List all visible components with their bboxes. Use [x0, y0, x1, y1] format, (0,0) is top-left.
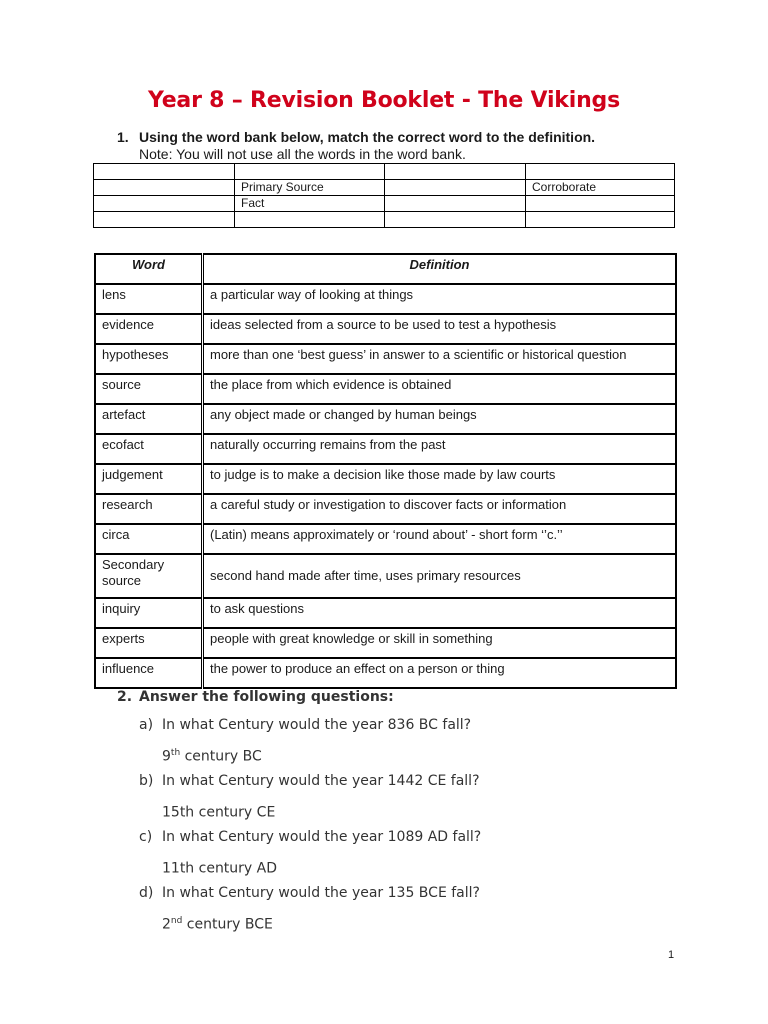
word-bank-cell: Primary Source — [235, 180, 385, 196]
definition-text-cell: more than one ‘best guess’ in answer to a scientific or historical question — [203, 344, 677, 374]
question-2-heading — [117, 689, 481, 711]
page-number: 1 — [668, 949, 675, 961]
definitions-table — [94, 253, 677, 689]
definition-text-cell: ideas selected from a source to be used to test a hypothesis — [203, 314, 677, 344]
definition-word-cell: experts — [95, 628, 203, 658]
definition-row — [95, 494, 676, 524]
word-bank-cell — [94, 180, 235, 196]
question-2-item — [139, 711, 481, 767]
sub-question-text: In what Century would the year 1442 CE fall? — [162, 773, 480, 789]
word-bank-cell — [235, 212, 385, 227]
definition-text-cell: to ask questions — [203, 598, 677, 628]
sub-question-answer — [139, 795, 481, 823]
sub-question-answer — [139, 851, 481, 879]
sub-question-answer — [139, 907, 481, 935]
definition-row — [95, 658, 676, 688]
definition-text-cell: the power to produce an effect on a person or thing — [203, 658, 677, 688]
answer-rest: century BC — [180, 748, 262, 765]
word-bank-table — [93, 163, 675, 228]
definition-word-cell: inquiry — [95, 598, 203, 628]
definition-word-cell: source — [95, 374, 203, 404]
definition-row — [95, 434, 676, 464]
definition-word-cell: Secondary source — [95, 554, 203, 598]
question-1-note: Note: You will not use all the words in the word bank. — [139, 146, 466, 162]
question-2-number: 2. — [117, 689, 133, 705]
sub-question-text: In what Century would the year 836 BC fall? — [162, 717, 472, 733]
sub-question-letter: a) — [139, 717, 154, 733]
sub-question-answer — [139, 739, 481, 767]
word-column-header: Word — [95, 254, 203, 284]
definition-text-cell: naturally occurring remains from the past — [203, 434, 677, 464]
word-bank-cell — [526, 164, 674, 180]
definition-row — [95, 314, 676, 344]
sub-question — [139, 879, 481, 907]
word-bank-cell — [385, 212, 526, 227]
question-2-text: Answer the following questions: — [139, 689, 394, 705]
question-1-heading — [117, 129, 717, 146]
sub-question — [139, 823, 481, 851]
definition-word-cell: research — [95, 494, 203, 524]
word-bank-cell — [526, 196, 674, 212]
definition-word-cell: lens — [95, 284, 203, 314]
word-bank-cell — [94, 212, 235, 227]
definition-row — [95, 524, 676, 554]
word-bank-cell: Corroborate — [526, 180, 674, 196]
answer-main: 2 — [162, 916, 171, 933]
sub-question — [139, 767, 481, 795]
word-bank-cell — [385, 164, 526, 180]
definition-word-cell: artefact — [95, 404, 203, 434]
answer-main: 9 — [162, 748, 171, 765]
definition-text-cell: (Latin) means approximately or ‘round about’ - short form ‘’c.’’ — [203, 524, 677, 554]
sub-question-letter: d) — [139, 885, 154, 901]
answer-rest: century BCE — [182, 916, 273, 933]
definition-column-header: Definition — [203, 254, 677, 284]
definition-word-cell: ecofact — [95, 434, 203, 464]
definition-row — [95, 464, 676, 494]
word-bank-cell — [385, 180, 526, 196]
definition-row — [95, 374, 676, 404]
word-bank-cell — [385, 196, 526, 212]
definition-word-cell: evidence — [95, 314, 203, 344]
question-2-item — [139, 767, 481, 823]
word-bank-cell — [94, 164, 235, 180]
word-bank-row — [94, 212, 674, 227]
question-1-number: 1. — [117, 129, 129, 145]
word-bank-row — [94, 180, 674, 196]
definition-row — [95, 628, 676, 658]
definition-text-cell: the place from which evidence is obtained — [203, 374, 677, 404]
sub-question-text: In what Century would the year 1089 AD fall? — [162, 829, 482, 845]
definition-text-cell: to judge is to make a decision like those made by law courts — [203, 464, 677, 494]
answer-ordinal-suffix: nd — [170, 916, 183, 926]
word-bank-cell — [94, 196, 235, 212]
answer-main: 11th century AD — [162, 860, 278, 877]
definition-text-cell: a careful study or investigation to discover facts or information — [203, 494, 677, 524]
definition-word-cell: circa — [95, 524, 203, 554]
question-2 — [117, 689, 481, 935]
definition-row — [95, 284, 676, 314]
question-2-item — [139, 879, 481, 935]
definition-text-cell: people with great knowledge or skill in something — [203, 628, 677, 658]
definition-row — [95, 554, 676, 598]
question-1 — [117, 129, 717, 163]
question-2-item — [139, 823, 481, 879]
answer-main: 15th century CE — [162, 804, 276, 821]
word-bank-cell — [235, 164, 385, 180]
definition-text-cell: any object made or changed by human beings — [203, 404, 677, 434]
definition-word-cell: hypotheses — [95, 344, 203, 374]
definition-row — [95, 344, 676, 374]
definition-word-cell: influence — [95, 658, 203, 688]
definitions-header-row — [95, 254, 676, 284]
definition-row — [95, 598, 676, 628]
answer-ordinal-suffix: th — [170, 748, 181, 758]
word-bank-row — [94, 196, 674, 212]
definition-text-cell: second hand made after time, uses primary resources — [203, 554, 677, 598]
definition-word-cell: judgement — [95, 464, 203, 494]
question-1-text: Using the word bank below, match the correct word to the definition. — [139, 129, 596, 145]
sub-question-letter: b) — [139, 773, 154, 789]
sub-question-letter: c) — [139, 829, 153, 845]
document-title: Year 8 – Revision Booklet - The Vikings — [148, 88, 620, 113]
word-bank-cell: Fact — [235, 196, 385, 212]
sub-question-text: In what Century would the year 135 BCE fall? — [162, 885, 480, 901]
word-bank-row — [94, 164, 674, 180]
definition-row — [95, 404, 676, 434]
definition-text-cell: a particular way of looking at things — [203, 284, 677, 314]
sub-question — [139, 711, 481, 739]
word-bank-cell — [526, 212, 674, 227]
